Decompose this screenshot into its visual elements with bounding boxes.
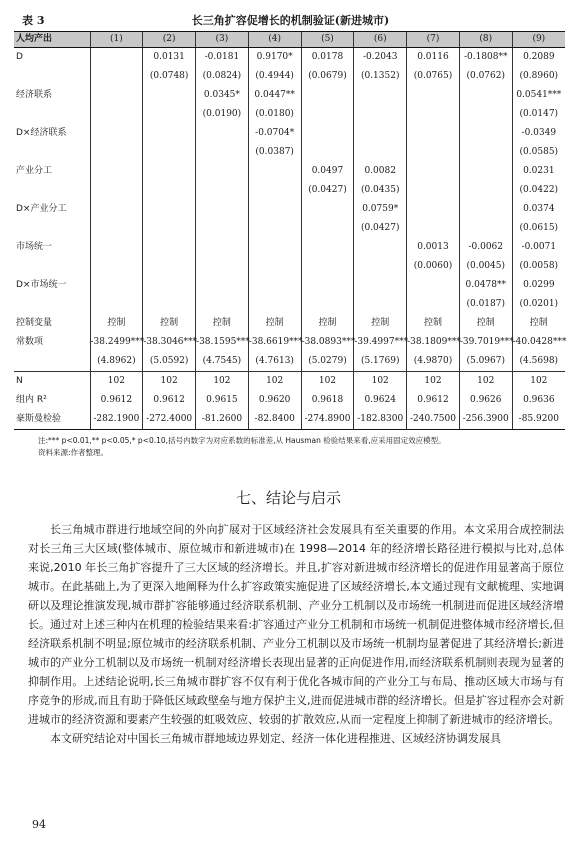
table-cell: [301, 219, 354, 238]
table-cell: 0.0541***: [512, 86, 565, 105]
table-row: [14, 333, 565, 352]
table-cell: (0.4944): [248, 67, 301, 86]
header-dependent-variable: 人均产出: [14, 32, 90, 48]
table-cell: [354, 86, 407, 105]
significance-note: 注:*** p<0.01,** p<0.05,* p<0.10,括号内数字为对应系数的标准差,从 Hausman 检验结果来看,应采用固定效应模型。: [38, 436, 446, 445]
table-cell: [90, 48, 143, 68]
table-cell: 102: [196, 372, 249, 392]
table-caption: [22, 12, 559, 28]
table-cell: [354, 143, 407, 162]
table-cell: [90, 181, 143, 200]
table-cell: -38.1809***: [407, 333, 460, 352]
table-cell: (0.0422): [512, 181, 565, 200]
table-row: [14, 143, 565, 162]
table-cell: (5.0279): [301, 352, 354, 372]
table-cell: (0.0045): [459, 257, 512, 276]
table-cell: (0.0060): [407, 257, 460, 276]
table-cell: [196, 181, 249, 200]
table-row: [14, 391, 565, 410]
table-cell: 0.0178: [301, 48, 354, 68]
table-cell: [354, 276, 407, 295]
table-cell: -0.0181: [196, 48, 249, 68]
table-cell: 102: [512, 372, 565, 392]
table-cell: 0.0231: [512, 162, 565, 181]
table-row: [14, 372, 565, 392]
table-cell: (0.0435): [354, 181, 407, 200]
body-text: [28, 520, 564, 748]
table-cell: -0.0349: [512, 124, 565, 143]
table-cell: [248, 295, 301, 314]
table-cell: -0.2043: [354, 48, 407, 68]
table-cell: (4.8962): [90, 352, 143, 372]
table-cell: (5.0967): [459, 352, 512, 372]
table-cell: (0.0058): [512, 257, 565, 276]
table-cell: -282.1900: [90, 410, 143, 430]
table-cell: [143, 238, 196, 257]
table-cell: [143, 181, 196, 200]
table-cell: [143, 219, 196, 238]
header-column: (1): [90, 32, 143, 48]
table-cell: 0.0013: [407, 238, 460, 257]
table-cell: -0.0704*: [248, 124, 301, 143]
table-cell: (0.0762): [459, 67, 512, 86]
table-cell: [143, 295, 196, 314]
table-cell: [407, 181, 460, 200]
table-cell: 控制: [90, 314, 143, 333]
table-row: [14, 314, 565, 333]
table-cell: [248, 162, 301, 181]
table-cell: -85.9200: [512, 410, 565, 430]
table-cell: (4.9870): [407, 352, 460, 372]
header-column: (5): [301, 32, 354, 48]
table-row: [14, 219, 565, 238]
table-cell: [90, 67, 143, 86]
row-label: [14, 295, 90, 314]
table-cell: 102: [354, 372, 407, 392]
table-cell: 0.9612: [407, 391, 460, 410]
table-cell: [301, 86, 354, 105]
regression-table: [14, 31, 565, 430]
header-column: (9): [512, 32, 565, 48]
table-cell: 控制: [407, 314, 460, 333]
table-cell: [459, 162, 512, 181]
table-cell: 0.9620: [248, 391, 301, 410]
row-label: D×产业分工: [16, 204, 67, 214]
table-cell: [459, 143, 512, 162]
table-cell: (4.7613): [248, 352, 301, 372]
table-cell: -39.7019***: [459, 333, 512, 352]
table-cell: 控制: [512, 314, 565, 333]
table-cell: [196, 276, 249, 295]
table-cell: -256.3900: [459, 410, 512, 430]
header-column: (4): [248, 32, 301, 48]
table-cell: [354, 238, 407, 257]
table-cell: 0.0131: [143, 48, 196, 68]
table-cell: -182.8300: [354, 410, 407, 430]
table-cell: [90, 143, 143, 162]
table-cell: [459, 86, 512, 105]
table-cell: [301, 238, 354, 257]
table-cell: -38.3046***: [143, 333, 196, 352]
paragraph: 长三角城市群进行地域空间的外向扩展对于区域经济社会发展具有至关重要的作用。本文采用合成控制法对长三角三大区域(整体城市、原位城市和新进城市)在 1998—2014 年的经济增长路径进行模拟与比对,总体来说,2010 年长三角扩容提升了三大区域的经济增长。并且,扩容对新进城市经济增长的促进作用显著高于原位城市。在此基础上,为了更深入地阐释为什么扩容政策实施促进了区域经济增长,本文通过现有文献梳理、实地调研以及理论推演发现,城市群扩容能够通过经济联系机制、产业分工机制以及市场统一机制进而促进区域经济增长。通过对上述三种内在机理的检验结果来看:扩容通过产业分工机制和市场统一机制促进整体城市经济增长,但经济联系机制不明显;原位城市的经济联系机制、产业分工机制以及市场统一机制均显著促进了其经济增长;新进城市的产业分工机制以及市场统一机制对经济增长表现出显著的正向促进作用,而经济联系机制则表现为显著的抑制作用。上述结论说明,长三角城市群扩容不仅有利于优化各城市间的产业分工与布局、推动区域大市场与有序竞争的形成,而且有助于降低区域政壁垒与地方保护主义,进而促进城市群的经济增长。但是扩容过程亦会对新进城市的经济资源和要素产生较强的虹吸效应、较弱的扩散效应,从而一定程度上抑制了新进城市的经济增长。: [28, 523, 564, 726]
row-label: 组内 R²: [16, 395, 47, 405]
table-cell: [301, 200, 354, 219]
table-cell: [459, 219, 512, 238]
table-cell: 0.9170*: [248, 48, 301, 68]
table-cell: 控制: [143, 314, 196, 333]
header-column: (6): [354, 32, 407, 48]
table-cell: (0.0201): [512, 295, 565, 314]
section-heading: 七、结论与启示: [235, 489, 341, 507]
table-cell: -0.0062: [459, 238, 512, 257]
table-cell: [196, 143, 249, 162]
table-row: [14, 48, 565, 68]
table-row: [14, 238, 565, 257]
table-cell: (5.1769): [354, 352, 407, 372]
table-cell: [459, 200, 512, 219]
table-cell: 0.9626: [459, 391, 512, 410]
table-cell: (0.0585): [512, 143, 565, 162]
table-cell: (0.0615): [512, 219, 565, 238]
table-row: [14, 352, 565, 372]
table-cell: [196, 238, 249, 257]
table-cell: [248, 181, 301, 200]
table-cell: (0.0679): [301, 67, 354, 86]
table-cell: -81.2600: [196, 410, 249, 430]
table-cell: (0.0387): [248, 143, 301, 162]
table-cell: (5.0592): [143, 352, 196, 372]
header-column: (8): [459, 32, 512, 48]
table-label: 表 3: [22, 14, 45, 27]
table-row: [14, 105, 565, 124]
table-cell: [143, 105, 196, 124]
table-cell: -0.0071: [512, 238, 565, 257]
table-cell: [354, 295, 407, 314]
table-cell: -39.4997***: [354, 333, 407, 352]
table-title: 长三角扩容促增长的机制验证(新进城市): [191, 14, 390, 27]
table-cell: [90, 219, 143, 238]
header-column: (2): [143, 32, 196, 48]
table-cell: 0.0374: [512, 200, 565, 219]
row-label: 产业分工: [16, 166, 53, 176]
table-cell: (4.5698): [512, 352, 565, 372]
table-cell: [407, 200, 460, 219]
table-cell: (0.0187): [459, 295, 512, 314]
row-label: D×市场统一: [16, 280, 67, 290]
table-cell: [196, 295, 249, 314]
table-cell: 0.9612: [143, 391, 196, 410]
table-cell: [90, 86, 143, 105]
table-cell: [248, 200, 301, 219]
table-cell: 控制: [248, 314, 301, 333]
table-cell: [143, 124, 196, 143]
table-cell: -274.8900: [301, 410, 354, 430]
table-cell: [143, 86, 196, 105]
table-cell: [248, 219, 301, 238]
table-cell: -38.6619***: [248, 333, 301, 352]
header-column: (7): [407, 32, 460, 48]
row-label: [14, 181, 90, 200]
table-row: [14, 124, 565, 143]
table-row: [14, 67, 565, 86]
table-cell: [301, 295, 354, 314]
table-cell: (4.7545): [196, 352, 249, 372]
table-cell: [407, 295, 460, 314]
table-body: [14, 48, 565, 430]
table-cell: (0.0190): [196, 105, 249, 124]
table-cell: 0.9618: [301, 391, 354, 410]
table-cell: 0.9612: [90, 391, 143, 410]
row-label: [14, 257, 90, 276]
table-cell: [248, 238, 301, 257]
table-cell: [196, 219, 249, 238]
row-label: [14, 219, 90, 238]
table-cell: [196, 124, 249, 143]
table-cell: 0.0759*: [354, 200, 407, 219]
row-label: D: [16, 52, 23, 62]
table-row: [14, 295, 565, 314]
table-cell: [407, 276, 460, 295]
table-cell: 控制: [196, 314, 249, 333]
row-label: [14, 105, 90, 124]
table-cell: 102: [301, 372, 354, 392]
table-cell: [301, 124, 354, 143]
row-label: [14, 352, 90, 372]
table-cell: [407, 124, 460, 143]
table-cell: 0.0447**: [248, 86, 301, 105]
table-row: [14, 162, 565, 181]
row-label: 豪斯曼检验: [14, 410, 90, 430]
table-cell: [90, 257, 143, 276]
table-cell: [459, 181, 512, 200]
table-row: [14, 276, 565, 295]
table-cell: [90, 276, 143, 295]
table-cell: (0.1352): [354, 67, 407, 86]
table-cell: 0.9636: [512, 391, 565, 410]
table-cell: 102: [143, 372, 196, 392]
table-cell: 控制: [354, 314, 407, 333]
table-cell: 0.9615: [196, 391, 249, 410]
table-cell: [143, 162, 196, 181]
table-row: [14, 410, 565, 430]
table-cell: (0.0427): [301, 181, 354, 200]
row-label: 经济联系: [16, 90, 53, 100]
page-number: 94: [32, 818, 46, 831]
table-cell: [301, 276, 354, 295]
table-cell: 0.0345*: [196, 86, 249, 105]
row-label: [14, 67, 90, 86]
row-label: N: [14, 372, 90, 392]
table-row: [14, 181, 565, 200]
table-cell: [90, 162, 143, 181]
table-cell: [301, 257, 354, 276]
table-cell: [90, 238, 143, 257]
table-cell: -0.1808**: [459, 48, 512, 68]
table-cell: 102: [459, 372, 512, 392]
table-cell: [407, 219, 460, 238]
table-cell: -272.4000: [143, 410, 196, 430]
table-cell: 0.9624: [354, 391, 407, 410]
table-cell: [143, 276, 196, 295]
row-label: 市场统一: [16, 242, 53, 252]
table-cell: (0.0180): [248, 105, 301, 124]
table-cell: 0.0082: [354, 162, 407, 181]
table-cell: [301, 105, 354, 124]
row-label: [14, 143, 90, 162]
table-cell: [143, 257, 196, 276]
table-cell: 102: [407, 372, 460, 392]
table-cell: [196, 162, 249, 181]
table-cell: [90, 200, 143, 219]
table-cell: 102: [248, 372, 301, 392]
table-row: [14, 86, 565, 105]
table-cell: [248, 257, 301, 276]
paragraph: 本文研究结论对中国长三角城市群地域边界划定、经济一体化进程推进、区域经济协调发展具: [50, 732, 501, 745]
table-cell: [354, 257, 407, 276]
table-cell: 0.0478**: [459, 276, 512, 295]
table-cell: [459, 124, 512, 143]
table-row: [14, 257, 565, 276]
table-cell: [90, 295, 143, 314]
table-cell: [459, 105, 512, 124]
table-cell: -38.1595***: [196, 333, 249, 352]
table-cell: (0.0427): [354, 219, 407, 238]
table-cell: 102: [90, 372, 143, 392]
table-cell: -40.0428***: [512, 333, 565, 352]
table-cell: [354, 105, 407, 124]
table-cell: (0.0147): [512, 105, 565, 124]
table-cell: 0.2089: [512, 48, 565, 68]
table-cell: [90, 105, 143, 124]
table-cell: 0.0299: [512, 276, 565, 295]
table-note: [38, 435, 558, 459]
table-cell: -82.8400: [248, 410, 301, 430]
table-cell: (0.0824): [196, 67, 249, 86]
table-cell: [301, 143, 354, 162]
table-cell: (0.8960): [512, 67, 565, 86]
table-cell: [196, 257, 249, 276]
table-cell: -240.7500: [407, 410, 460, 430]
table-cell: [248, 276, 301, 295]
table-cell: -38.0893***: [301, 333, 354, 352]
row-label: 常数项: [16, 337, 44, 347]
table-cell: [407, 162, 460, 181]
table-header-row: [14, 32, 565, 48]
data-source-note: 资料来源:作者整理。: [38, 448, 109, 457]
table-row: [14, 200, 565, 219]
table-cell: [407, 105, 460, 124]
table-cell: 控制: [459, 314, 512, 333]
table-cell: [143, 200, 196, 219]
row-label: D×经济联系: [16, 128, 67, 138]
row-label: 控制变量: [16, 318, 53, 328]
table-cell: [90, 124, 143, 143]
table-cell: 控制: [301, 314, 354, 333]
table-cell: [354, 124, 407, 143]
header-column: (3): [196, 32, 249, 48]
table-cell: [196, 200, 249, 219]
table-cell: 0.0116: [407, 48, 460, 68]
table-cell: [143, 143, 196, 162]
table-cell: (0.0765): [407, 67, 460, 86]
table-cell: -38.2499***: [90, 333, 143, 352]
table-cell: [407, 86, 460, 105]
table-cell: [407, 143, 460, 162]
table-cell: 0.0497: [301, 162, 354, 181]
table-cell: (0.0748): [143, 67, 196, 86]
